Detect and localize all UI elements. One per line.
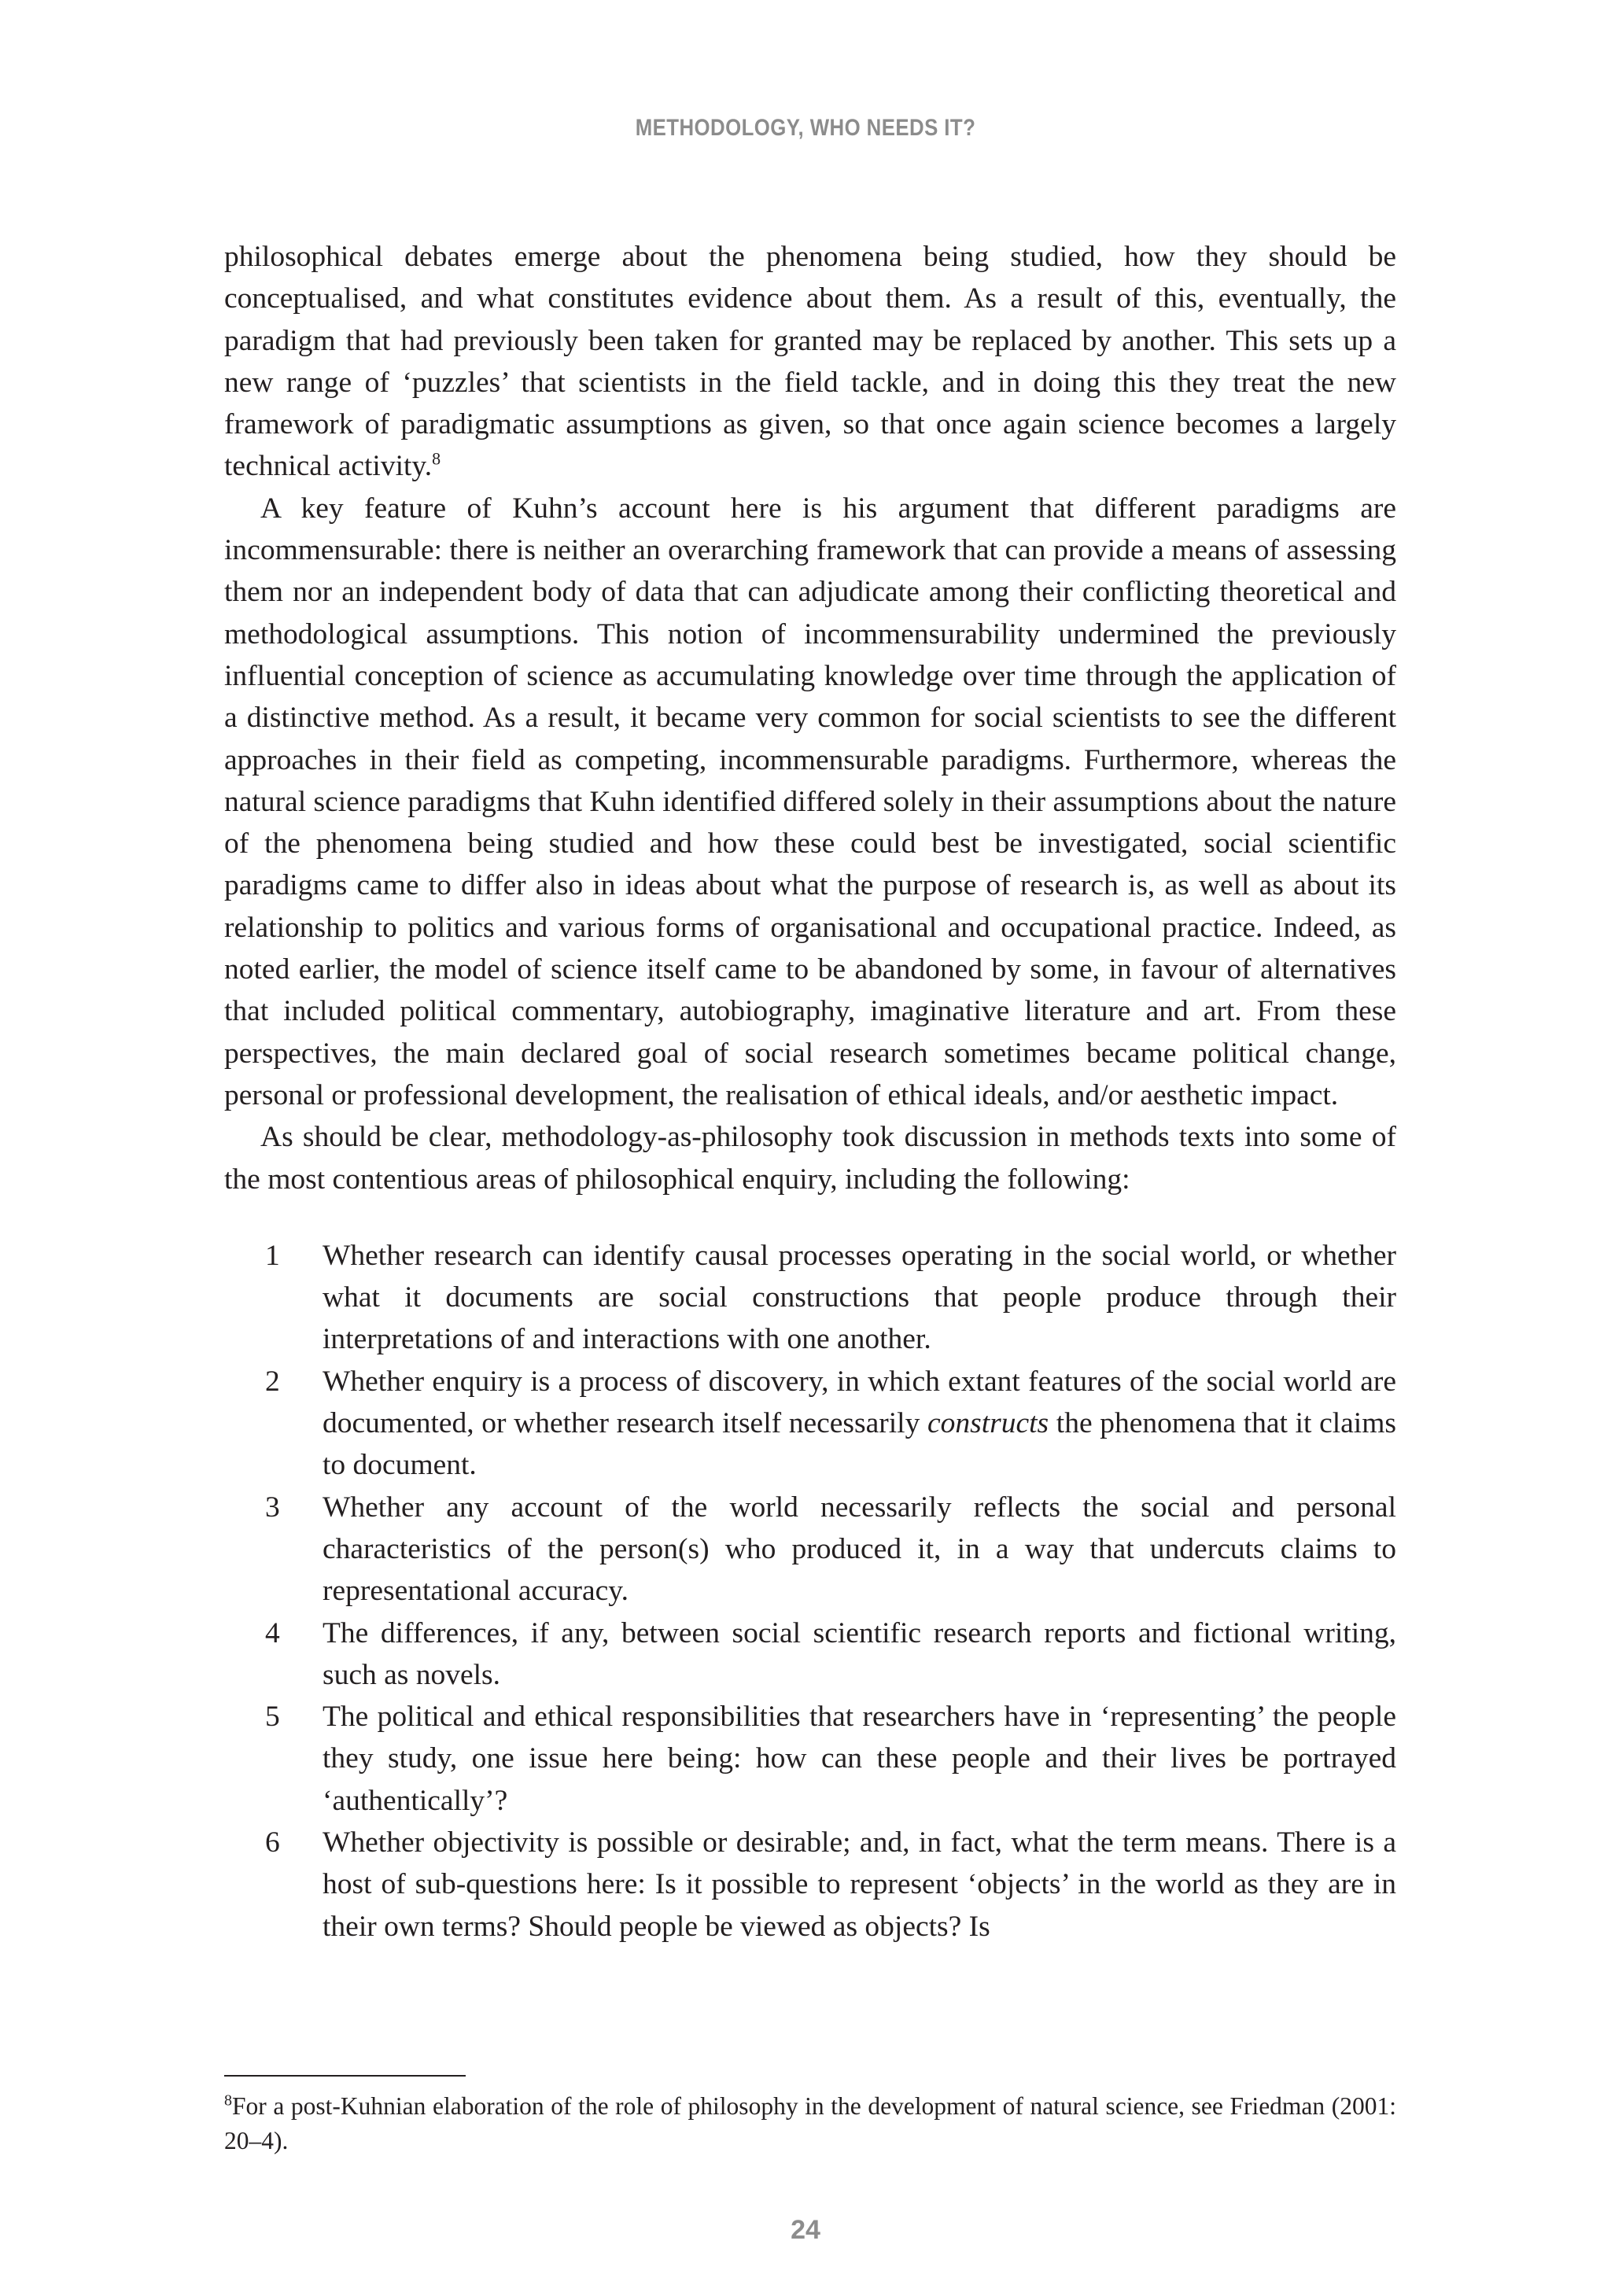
list-item-text: The political and ethical responsibilities that researchers have in ‘representing’ the people they study, one issue here being: how can these people and their lives be portrayed ‘authentically’? — [323, 1701, 1396, 1817]
footnote-divider — [224, 2075, 466, 2077]
list-item — [224, 1361, 1396, 1487]
paragraph-1 — [224, 236, 1396, 488]
footnote — [224, 2089, 1396, 2158]
main-text — [224, 236, 1396, 1948]
list-item-text: The differences, if any, between social scientific research reports and fictional writing, such as novels. — [323, 1616, 1396, 1691]
list-item — [224, 1235, 1396, 1361]
numbered-list — [224, 1235, 1396, 1948]
list-item-number: 5 — [265, 1701, 280, 1734]
footnote-marker: 8 — [224, 2091, 232, 2110]
list-item-number: 3 — [265, 1491, 280, 1524]
list-item-text: Whether research can identify causal processes operating in the social world, or whether what it documents are social constructions that people produce through their interpretations of and interactions with one another. — [323, 1239, 1396, 1356]
page-number: 24 — [791, 2215, 820, 2245]
footnote-reference: 8 — [432, 448, 441, 469]
list-item-text-start: Whether enquiry is a process of discovery, in which extant features of the social world are documented, or whether research itself necessarily — [323, 1365, 1396, 1440]
list-item-text — [323, 1361, 1396, 1487]
emphasis-text: constructs — [927, 1407, 1049, 1440]
paragraph-1-text: philosophical debates emerge about the phenomena being studied, how they should be conceptualised, and what constitutes evidence about them. As a result of this, eventually, the paradigm that had previously been taken for granted may be replaced by another. This sets up a new range of ‘puzzles’ that scientists in the field tackle, and in doing this they treat the new framework of paradigmatic assumptions as given, so that once again science becomes a largely technical activity. — [224, 241, 1396, 483]
paragraph-3: As should be clear, methodology-as-philosophy took discussion in methods texts into some of the most contentious areas of philosophical enquiry, including the following: — [224, 1121, 1396, 1196]
list-item-text: Whether any account of the world necessarily reflects the social and personal characteristics of the person(s) who produced it, in a way that undercuts claims to representational accuracy. — [323, 1491, 1396, 1608]
list-item-text-end: the phenomena that it claims to document. — [323, 1407, 1396, 1482]
footnote-text: For a post-Kuhnian elaboration of the role of philosophy in the development of natural science, see Friedman (2001: 20–4). — [224, 2092, 1396, 2154]
list-item-number: 4 — [265, 1616, 280, 1649]
list-item-number: 2 — [265, 1365, 280, 1398]
running-head: METHODOLOGY, WHO NEEDS IT? — [635, 115, 976, 141]
list-item-number: 1 — [265, 1239, 280, 1272]
list-item-number: 6 — [265, 1826, 280, 1859]
list-item — [224, 1487, 1396, 1612]
list-item — [224, 1612, 1396, 1697]
list-item — [224, 1696, 1396, 1822]
list-item — [224, 1822, 1396, 1948]
paragraph-2: A key feature of Kuhn’s account here is his argument that different paradigms are incommensurable: there is neither an overarching framework that can provide a means of assessing them nor an independent body of data that can adjudicate among their conflicting theoretical and methodological assumptions. This notion of incommensurability undermined the previously influential conception of science as accumulating knowledge over time through the application of a distinctive method. As a result, it became very common for social scientists to see the different approaches in their field as competing, incommensurable paradigms. Furthermore, whereas the natural science paradigms that Kuhn identified differed solely in their assumptions about the nature of the phenomena being studied and how these could best be investigated, social scientific paradigms came to differ also in ideas about what the purpose of research is, as well as about its relationship to politics and various forms of organisational and occupational practice. Indeed, as noted earlier, the model of science itself came to be abandoned by some, in favour of alternatives that included political commentary, autobiography, imaginative literature and art. From these perspectives, the main declared goal of social research sometimes became political change, personal or professional development, the realisation of ethical ideals, and/or aesthetic impact. — [224, 492, 1396, 1111]
list-item-text: Whether objectivity is possible or desirable; and, in fact, what the term means. There is a host of sub-questions here: Is it possible to represent ‘objects’ in the world as they are in their own terms? Should people be viewed as objects? Is — [323, 1826, 1396, 1943]
